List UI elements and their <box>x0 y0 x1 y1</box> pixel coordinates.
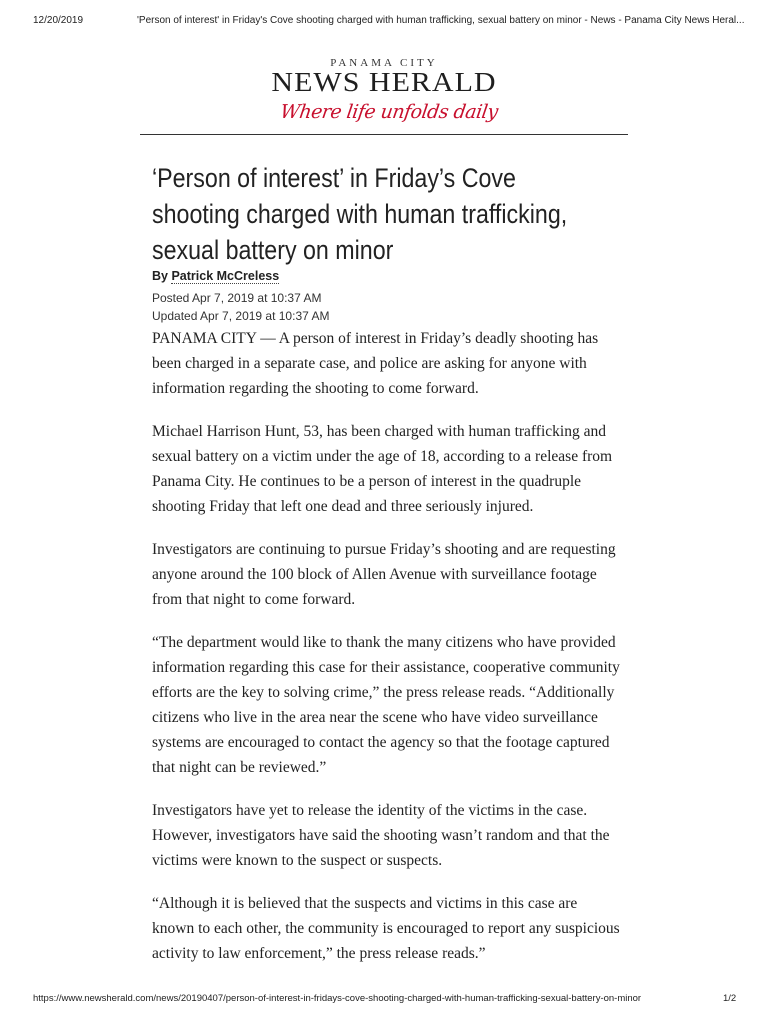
masthead-logo[interactable] <box>270 57 498 133</box>
author-link[interactable]: Patrick McCreless <box>171 269 280 283</box>
posted-timestamp: Posted Apr 7, 2019 at 10:37 AM <box>152 291 322 305</box>
byline <box>152 269 279 283</box>
article-paragraph: “The department would like to thank the many citizens who have provided information regarding this case for their assistance, cooperative community efforts are the key to solving crime,” the press release reads. “Additionally citizens who live in the area near the scene who have video surveillance systems are encouraged to contact the agency so that the footage captured that night can be reviewed.” <box>152 634 620 776</box>
updated-timestamp: Updated Apr 7, 2019 at 10:37 AM <box>152 309 330 323</box>
article-paragraph: Investigators have yet to release the identity of the victims in the case. However, investigators have said the shooting wasn’t random and that the victims were known to the suspect or suspects. <box>152 802 610 869</box>
article-body <box>152 326 622 984</box>
page-number: 1/2 <box>723 993 737 1004</box>
print-page-title: 'Person of interest' in Friday's Cove shooting charged with human trafficking, sexual battery on minor - News - Panama City News Heral... <box>137 15 745 26</box>
print-date: 12/20/2019 <box>33 15 84 26</box>
byline-prefix: By <box>152 269 168 283</box>
article-paragraph: Michael Harrison Hunt, 53, has been charged with human trafficking and sexual battery on a victim under the age of 18, according to a release from Panama City. He continues to be a person of interest in the quadruple shooting Friday that left one dead and three seriously injured. <box>152 423 613 515</box>
article-headline: ‘Person of interest’ in Friday’s Cove shooting charged with human trafficking, sexual battery on minor <box>152 163 568 265</box>
masthead-tagline: Where life unfolds daily <box>278 101 500 123</box>
article-paragraph: “Although it is believed that the suspects and victims in this case are known to each other, the community is encouraged to report any suspicious activity to law enforcement,” the press release reads.” <box>152 895 620 962</box>
article-paragraph: PANAMA CITY — A person of interest in Friday’s deadly shooting has been charged in a separate case, and police are asking for anyone with information regarding the shooting to come forward. <box>152 330 599 397</box>
masthead-city: PANAMA CITY <box>330 57 438 69</box>
print-url: https://www.newsherald.com/news/20190407/person-of-interest-in-fridays-cove-shooting-charged-with-human-trafficking-sexual-battery-on-minor <box>33 993 642 1004</box>
masthead-divider <box>140 134 628 135</box>
article-paragraph: Investigators are continuing to pursue Friday’s shooting and are requesting anyone around the 100 block of Allen Avenue with surveillance footage from that night to come forward. <box>152 541 616 608</box>
masthead-name: NEWS HERALD <box>271 67 497 98</box>
